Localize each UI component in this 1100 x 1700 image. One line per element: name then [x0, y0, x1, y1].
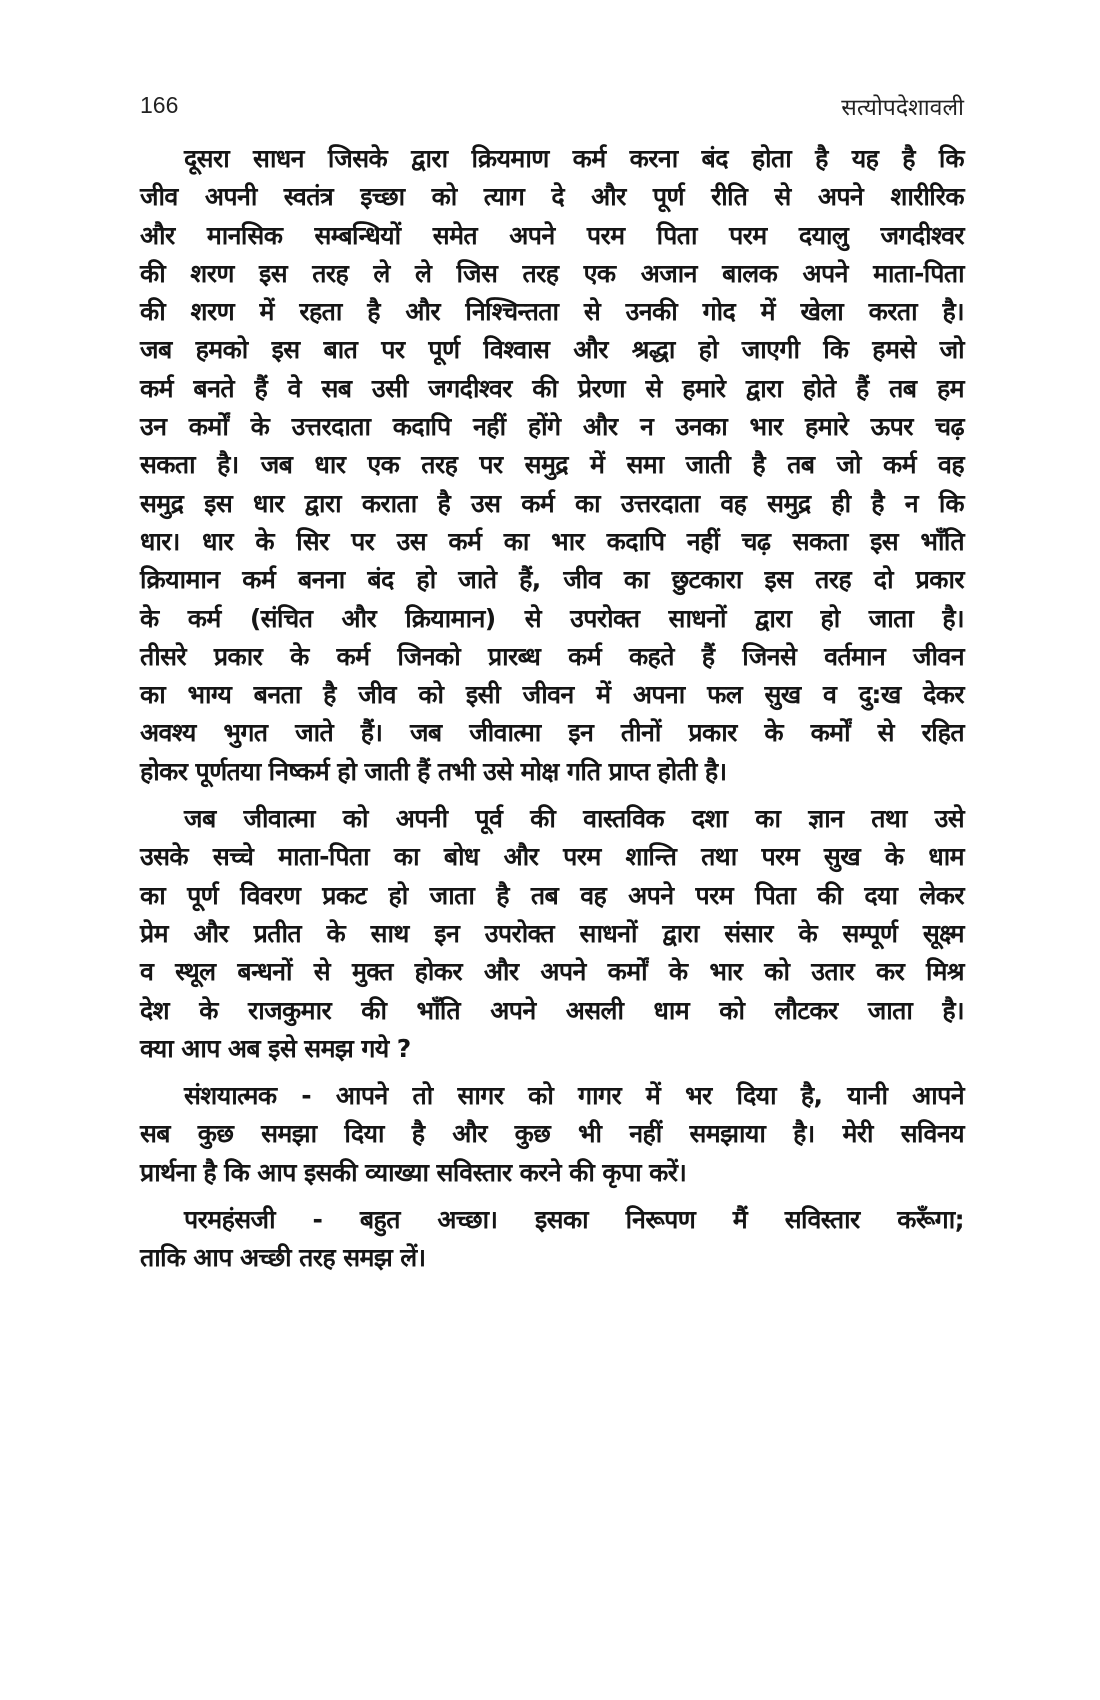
text-line: धार। धार के सिर पर उस कर्म का भार कदापि नहीं चढ़ सकता इस भाँति: [140, 526, 964, 556]
text-line: अवश्य भुगत जाते हैं। जब जीवात्मा इन तीनों प्रकार के कर्मों से रहित: [140, 718, 964, 748]
paragraph: [140, 800, 964, 1068]
page-header: [140, 92, 964, 122]
text-line: होकर पूर्णतया निष्कर्म हो जाती हैं तभी उसे मोक्ष गति प्राप्त होती है।: [140, 756, 727, 786]
text-line: जब हमको इस बात पर पूर्ण विश्वास और श्रद्धा हो जाएगी कि हमसे जो: [140, 335, 964, 365]
paragraph-gap: [140, 1192, 964, 1201]
text-line: ताकि आप अच्छी तरह समझ लें।: [140, 1243, 426, 1273]
text-line: क्रियामान कर्म बनना बंद हो जाते हैं, जीव का छुटकारा इस तरह दो प्रकार: [140, 565, 964, 595]
text-line: सब कुछ समझा दिया है और कुछ भी नहीं समझाया है। मेरी सविनय: [140, 1119, 964, 1149]
paragraph: [140, 140, 964, 791]
text-line: प्रार्थना है कि आप इसकी व्याख्या सविस्तार करने की कृपा करें।: [140, 1157, 687, 1187]
text-line: सकता है। जब धार एक तरह पर समुद्र में समा जाती है तब जो कर्म वह: [140, 450, 964, 480]
body-text: [140, 140, 964, 1278]
text-line: का भाग्य बनता है जीव को इसी जीवन में अपना फल सुख व दु:ख देकर: [140, 680, 964, 710]
paragraph-gap: [140, 791, 964, 800]
text-line: क्या आप अब इसे समझ गये ?: [140, 1033, 411, 1063]
text-line: परमहंसजी - बहुत अच्छा। इसका निरूपण मैं सविस्तार करूँगा;: [184, 1205, 964, 1235]
paragraph-gap: [140, 1068, 964, 1077]
text-line: व स्थूल बन्धनों से मुक्त होकर और अपने कर्मों के भार को उतार कर मिश्र: [140, 957, 964, 987]
text-line: और मानसिक सम्बन्धियों समेत अपने परम पिता परम दयालु जगदीश्वर: [140, 220, 964, 250]
paragraph: [140, 1201, 964, 1278]
text-line: प्रेम और प्रतीत के साथ इन उपरोक्त साधनों द्वारा संसार के सम्पूर्ण सूक्ष्म: [140, 918, 964, 948]
text-line: उन कर्मों के उत्तरदाता कदापि नहीं होंगे और न उनका भार हमारे ऊपर चढ़: [140, 412, 964, 442]
text-line: समुद्र इस धार द्वारा कराता है उस कर्म का उत्तरदाता वह समुद्र ही है न कि: [140, 488, 964, 518]
text-line: की शरण इस तरह ले ले जिस तरह एक अजान बालक अपने माता-पिता: [140, 258, 964, 288]
text-line: के कर्म (संचित और क्रियामान) से उपरोक्त साधनों द्वारा हो जाता है।: [140, 603, 964, 633]
paragraph: [140, 1077, 964, 1192]
text-line: जब जीवात्मा को अपनी पूर्व की वास्तविक दशा का ज्ञान तथा उसे: [184, 804, 964, 834]
text-line: का पूर्ण विवरण प्रकट हो जाता है तब वह अपने परम पिता की दया लेकर: [140, 880, 964, 910]
text-line: कर्म बनते हैं वे सब उसी जगदीश्वर की प्रेरणा से हमारे द्वारा होते हैं तब हम: [140, 373, 964, 403]
text-line: देश के राजकुमार की भाँति अपने असली धाम को लौटकर जाता है।: [140, 995, 964, 1025]
page-number: 166: [140, 92, 179, 118]
text-line: संशयात्मक - आपने तो सागर को गागर में भर दिया है, यानी आपने: [184, 1081, 964, 1111]
text-line: की शरण में रहता है और निश्चिन्तता से उनकी गोद में खेला करता है।: [140, 297, 964, 327]
text-line: उसके सच्चे माता-पिता का बोध और परम शान्ति तथा परम सुख के धाम: [140, 842, 964, 872]
running-title: सत्योपदेशावली: [841, 95, 964, 121]
text-line: दूसरा साधन जिसके द्वारा क्रियमाण कर्म करना बंद होता है यह है कि: [184, 144, 964, 173]
text-line: जीव अपनी स्वतंत्र इच्छा को त्याग दे और पूर्ण रीति से अपने शारीरिक: [140, 182, 964, 212]
text-line: तीसरे प्रकार के कर्म जिनको प्रारब्ध कर्म कहते हैं जिनसे वर्तमान जीवन: [140, 641, 964, 671]
